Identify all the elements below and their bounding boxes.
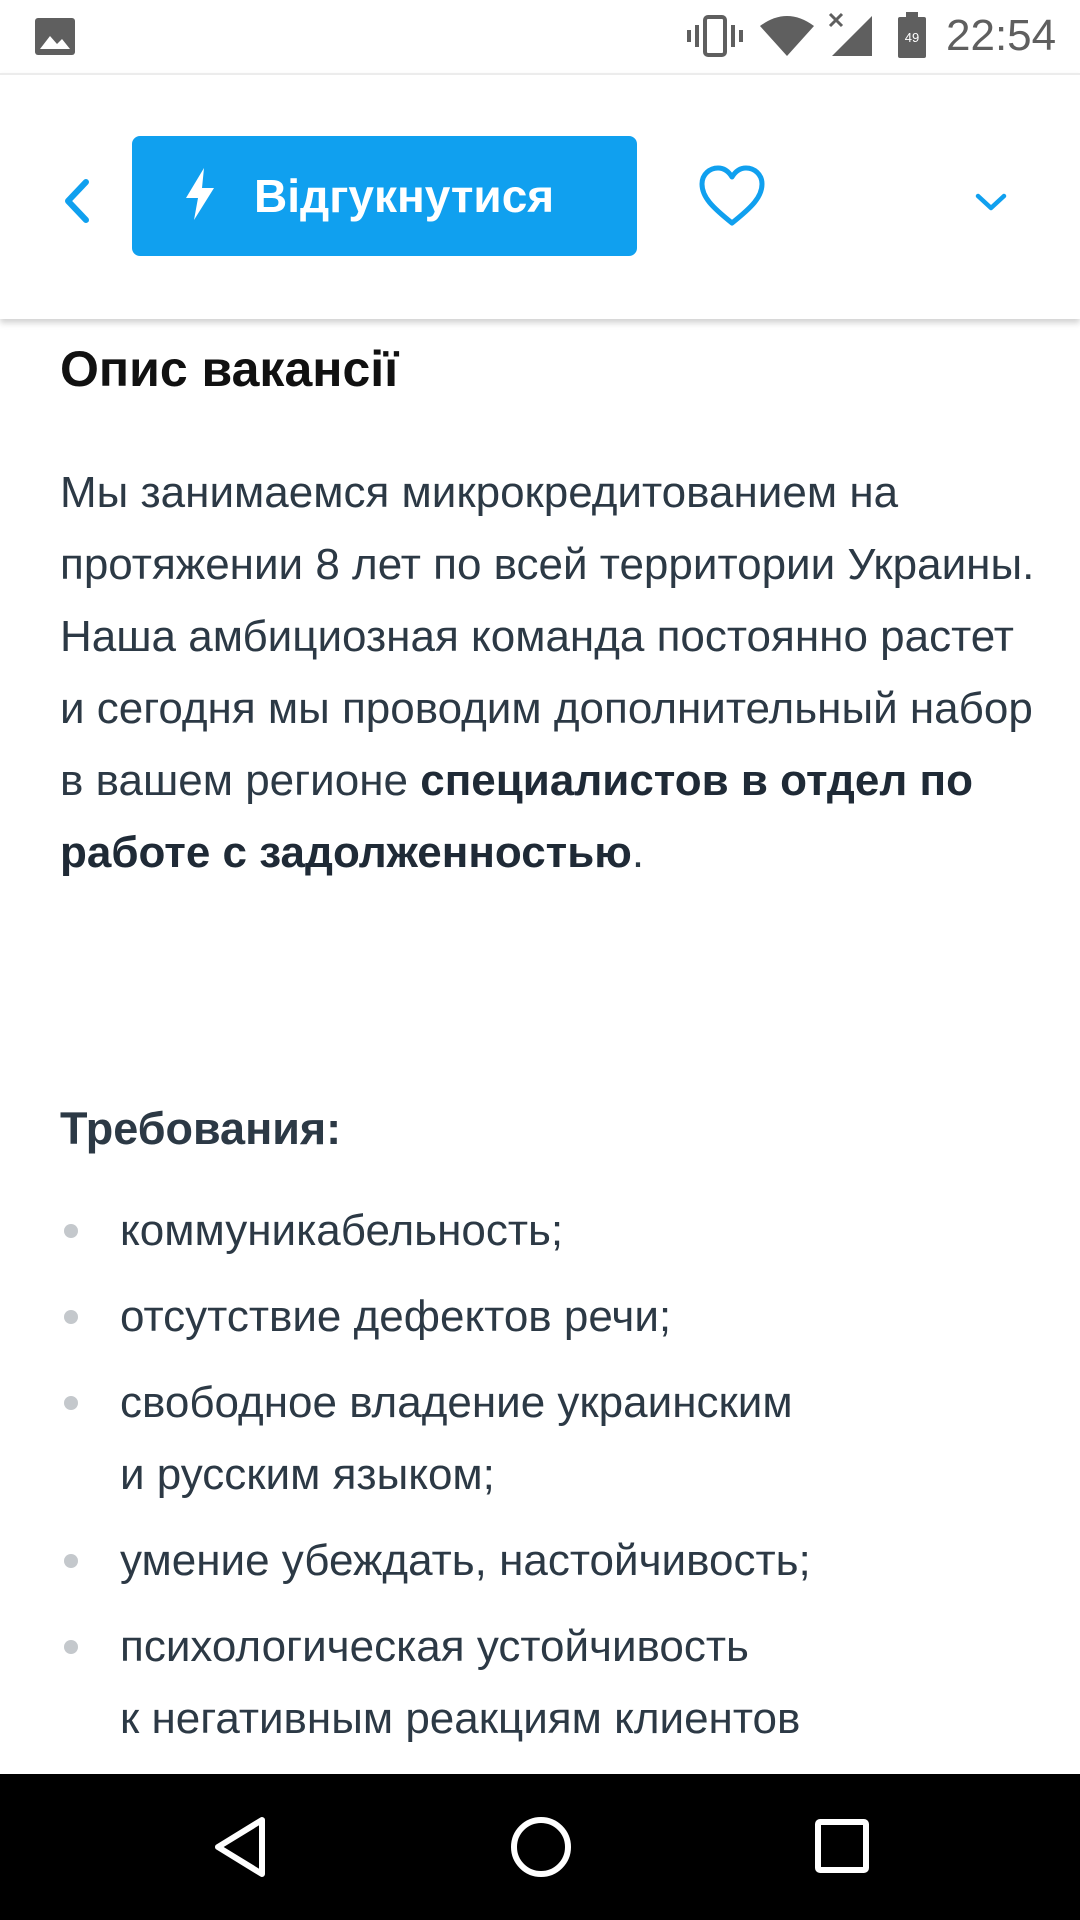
lightning-icon <box>180 168 220 220</box>
apply-button-label: Відгукнутися <box>254 170 555 222</box>
list-item-text: и русским языком; <box>120 1450 495 1499</box>
gallery-icon <box>35 18 75 55</box>
status-clock: 22:54 <box>946 11 1057 60</box>
back-triangle-icon[interactable] <box>210 1814 270 1880</box>
description-bold-text: специалистов в отдел по работе с задолженностью <box>60 756 973 877</box>
vacancy-description <box>60 457 1040 889</box>
cell-signal-icon <box>826 12 878 58</box>
vacancy-content <box>0 317 1080 1774</box>
requirements-list <box>0 1195 1080 1769</box>
list-item-text: свободное владение украинским <box>120 1378 793 1427</box>
navigation-bar <box>0 1774 1080 1920</box>
bullet-icon <box>64 1554 78 1568</box>
list-item-text: коммуникабельность; <box>120 1206 564 1255</box>
list-item-text: психологическая устойчивость <box>120 1622 749 1671</box>
apply-button[interactable] <box>132 136 637 256</box>
bullet-icon <box>64 1224 78 1238</box>
list-item-text: отсутствие дефектов речи; <box>120 1292 672 1341</box>
list-item <box>0 1281 1000 1353</box>
bullet-icon <box>64 1310 78 1324</box>
svg-text:49: 49 <box>904 30 920 45</box>
bullet-icon <box>64 1640 78 1654</box>
description-text: Мы занимаемся микрокредитованием на протяжении 8 лет по всей территории Украины. Наша амбициозная команда постоянно растет и сегодня мы проводим дополнительный набор в вашем регионе <box>60 468 1035 805</box>
action-bar <box>0 73 1080 319</box>
vibrate-icon <box>686 14 744 58</box>
list-item-text: к негативным реакциям клиентов <box>120 1694 801 1743</box>
heart-icon[interactable] <box>698 165 766 229</box>
list-item <box>0 1195 1000 1267</box>
section-title: Опис вакансії <box>60 341 399 397</box>
status-bar <box>0 0 1080 73</box>
recents-square-icon[interactable] <box>812 1816 872 1876</box>
bullet-icon <box>64 1396 78 1410</box>
wifi-icon <box>758 14 816 58</box>
battery-icon <box>896 12 928 58</box>
list-item <box>0 1525 1000 1597</box>
expand-button[interactable] <box>964 175 1018 229</box>
home-circle-icon[interactable] <box>508 1814 574 1880</box>
chevron-down-icon <box>974 191 1008 213</box>
list-item-text: умение убеждать, настойчивость; <box>120 1536 811 1585</box>
list-item <box>0 1611 1000 1755</box>
list-item <box>0 1367 1000 1511</box>
requirements-title: Требования: <box>60 1103 342 1154</box>
chevron-left-icon <box>60 178 92 224</box>
description-end: . <box>631 828 645 877</box>
back-button[interactable] <box>46 171 106 231</box>
